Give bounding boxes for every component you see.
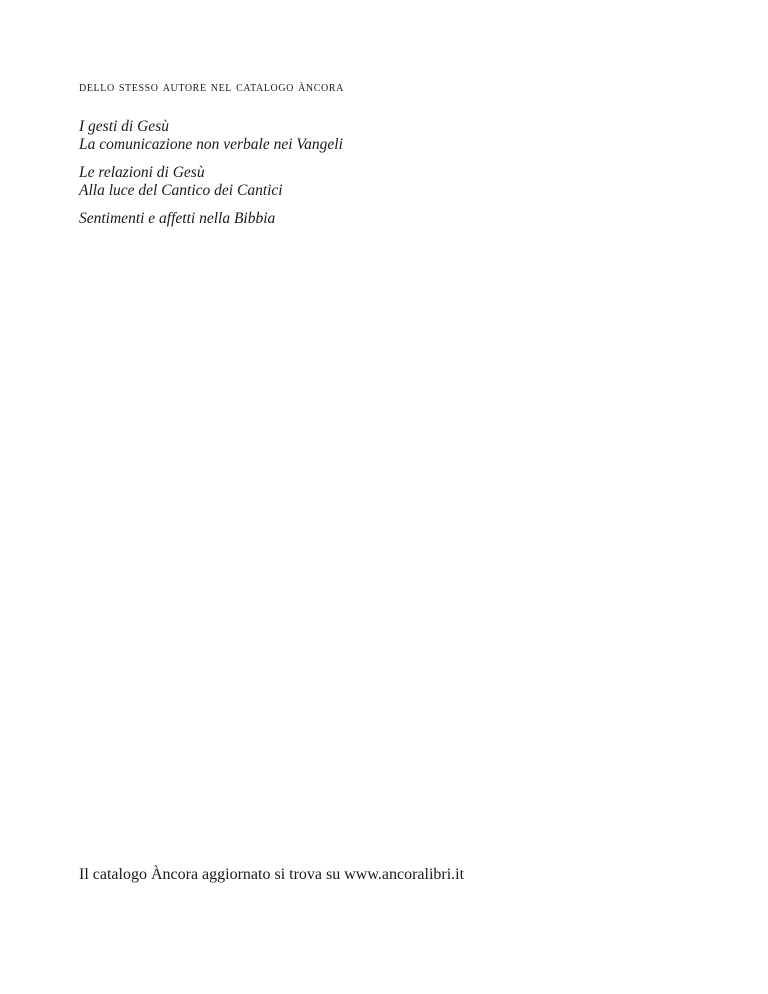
book-title: Le relazioni di Gesù	[79, 164, 205, 181]
book-list	[79, 118, 343, 238]
book-entry	[79, 164, 343, 200]
book-entry	[79, 210, 343, 228]
book-entry	[79, 118, 343, 154]
book-title: I gesti di Gesù	[79, 118, 169, 135]
catalog-heading: dello stesso autore nel catalogo àncora	[79, 80, 344, 95]
book-subtitle: La comunicazione non verbale nei Vangeli	[79, 136, 343, 153]
catalog-footer-note: Il catalogo Àncora aggiornato si trova su www.ancoralibri.it	[79, 866, 465, 883]
book-subtitle: Alla luce del Cantico dei Cantici	[79, 182, 283, 199]
book-title: Sentimenti e affetti nella Bibbia	[79, 210, 276, 227]
